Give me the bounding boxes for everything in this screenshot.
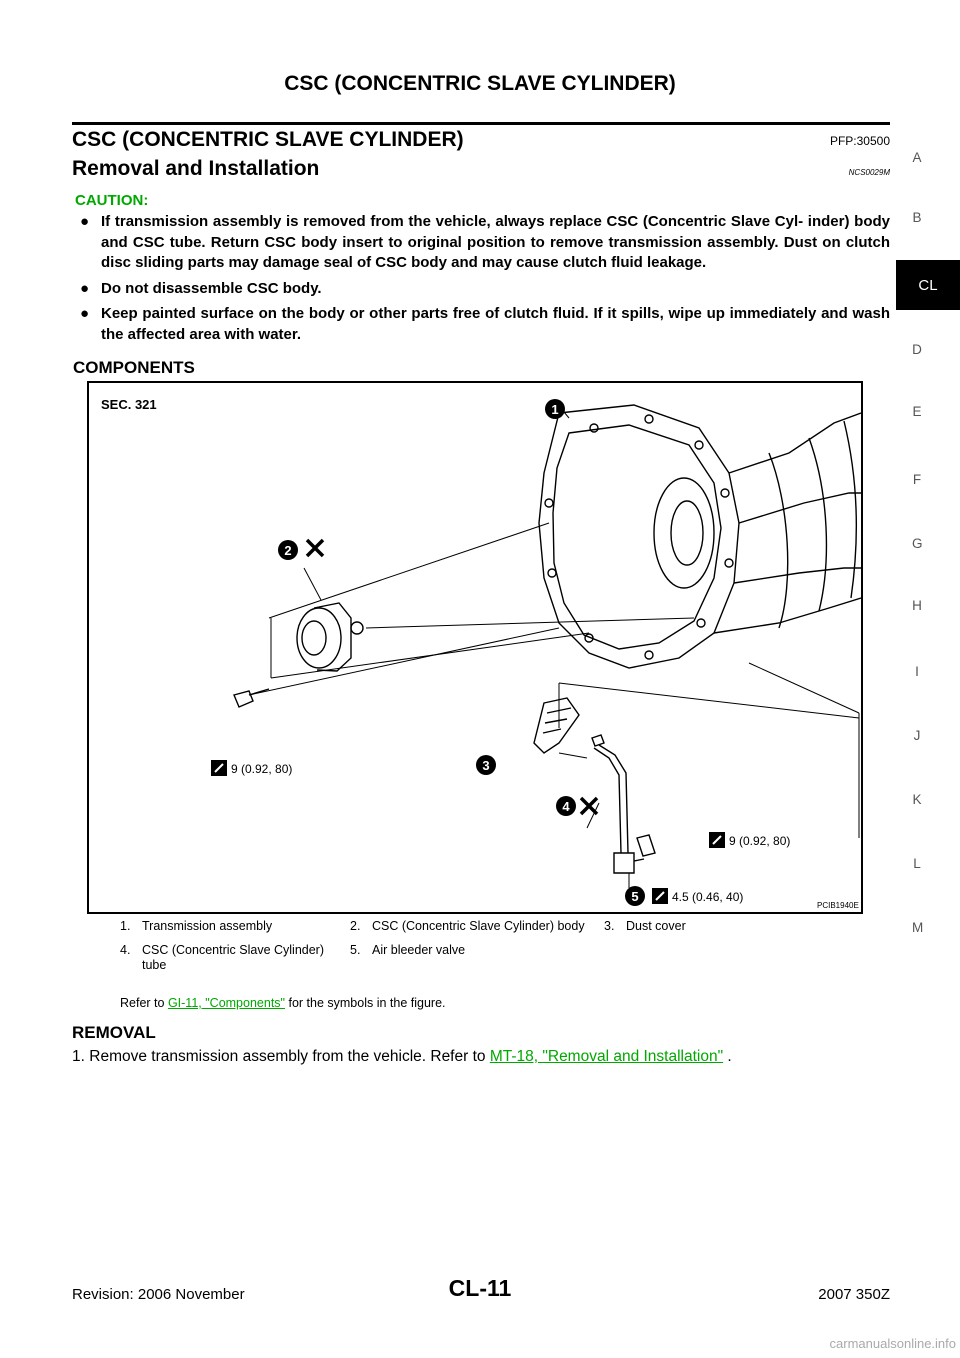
sec-label: SEC. 321 [101,397,157,412]
footer-page-number: CL-11 [448,1275,512,1301]
svg-text:3: 3 [482,758,490,773]
svg-text:9 (0.92, 80): 9 (0.92, 80) [231,762,293,776]
do-not-reuse-icon [581,798,597,814]
svg-text:4.5 (0.46, 40): 4.5 (0.46, 40) [672,890,744,904]
figure-id: PCIB1940E [817,901,859,910]
torque-label [709,832,790,848]
side-nav-tab-i[interactable]: I [915,664,919,679]
exploded-diagram [89,383,861,912]
legend-table [120,916,880,979]
side-nav-tab-j[interactable]: J [913,728,921,743]
side-nav-tab-e[interactable]: E [912,404,922,419]
torque-label [652,888,743,904]
side-nav-tab-k[interactable]: K [912,792,922,807]
caution-list [78,212,890,350]
mt-18-removal-link[interactable]: MT-18, "Removal and Installation" [489,1048,724,1065]
bullet-icon: ● [80,213,90,230]
legend-row: 4. CSC (Concentric Slave Cylinder) tube 5. Air bleeder valve [120,943,466,972]
components-figure [87,381,863,914]
caution-item: ● Keep painted surface on the body or other parts free of clutch fluid. If it spills, wipe up immediately and wash the affected area with water. [80,305,890,343]
svg-text:5: 5 [631,889,639,904]
side-nav-tab-l[interactable]: L [913,856,921,871]
side-nav-tab-g[interactable]: G [912,536,923,551]
side-nav-tab-b[interactable]: B [912,210,922,225]
svg-text:4: 4 [562,799,570,814]
header-rule [72,122,890,125]
section-code: PFP:30500 [829,134,890,148]
svg-text:9 (0.92, 80): 9 (0.92, 80) [729,834,791,848]
callout-4 [556,796,597,816]
svg-text:2: 2 [284,543,292,558]
footer-model: 2007 350Z [818,1286,890,1303]
bullet-icon: ● [80,305,90,322]
svg-text:1: 1 [551,402,559,417]
removal-step: 1. Remove transmission assembly from the vehicle. Refer to MT-18, "Removal and Installation" . [72,1048,732,1065]
side-nav-tab-m[interactable]: M [912,920,924,935]
subsection-code: NCS0029M [848,168,890,177]
bullet-icon: ● [80,279,90,297]
removal-heading: REMOVAL [72,1023,156,1042]
side-nav-tab-active[interactable]: CL [896,260,960,310]
callout-2 [278,540,323,560]
page-header-title: CSC (CONCENTRIC SLAVE CYLINDER) [284,72,676,95]
legend-row: 1. Transmission assembly 2. CSC (Concentric Slave Cylinder) body 3. Dust cover [120,919,686,933]
side-nav-tab-a[interactable]: A [912,150,922,165]
subsection-title: Removal and Installation [72,157,320,180]
caution-item: ● If transmission assembly is removed from the vehicle, always replace CSC (Concentric Slave Cyl- inder) body and CSC tube. Return CSC body insert to original position to remove transmission assembly. Dust on clutch disc sliding parts may damage seal of CSC body and may cause clutch fluid leakage. [80,213,890,271]
gi-11-components-link[interactable]: GI-11, "Components" [167,996,285,1010]
side-nav-tab-f[interactable]: F [912,472,922,487]
footer-revision: Revision: 2006 November [72,1286,245,1303]
caution-label: CAUTION: [75,192,149,209]
caution-item: ● Do not disassemble CSC body. [78,279,890,300]
side-nav-tab-d[interactable]: D [912,342,922,357]
callout-1 [545,399,565,419]
torque-label [211,760,292,776]
refer-note: Refer to GI-11, "Components" for the symbols in the figure. [120,996,446,1010]
components-heading: COMPONENTS [73,358,195,377]
section-title: CSC (CONCENTRIC SLAVE CYLINDER) [72,128,464,151]
callout-3 [476,755,496,775]
do-not-reuse-icon [307,540,323,556]
side-nav-tab-h[interactable]: H [912,598,922,613]
callout-5 [625,886,645,906]
watermark: carmanualsonline.info [829,1336,956,1351]
